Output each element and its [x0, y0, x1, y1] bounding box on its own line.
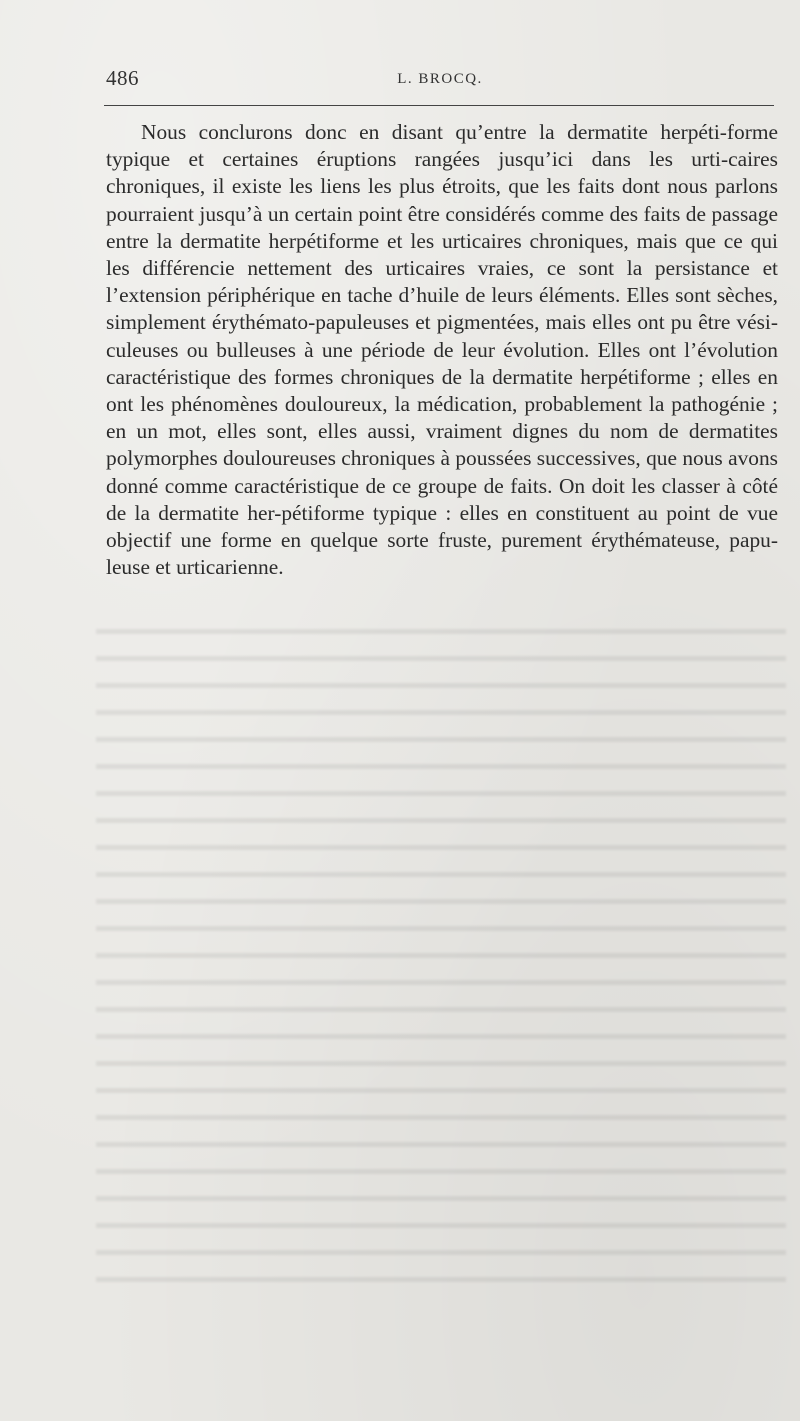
body-paragraph: Nous conclurons donc en disant qu’entre la dermatite herpéti-forme typique et certaines éruptions rangées jusqu’ici dans les urti-caires chroniques, il existe les liens les plus étroits, que les faits dont nous parlons pourraient jusqu’à un certain point être considérés comme des faits de passage entre la dermatite herpétiforme et les urticaires chroniques, mais que ce qui les différencie nettement des urticaires vraies, ce sont la persistance et l’extension périphérique en tache d’huile de leurs éléments. Elles sont sèches, simplement érythémato-papuleuses et pigmentées, mais elles ont pu être vési-culeuses ou bulleuses à une période de leur évolution. Elles ont l’évolution caractéristique des formes chroniques de la dermatite herpétiforme ; elles en ont les phénomènes douloureux, la médication, probablement la pathogénie ; en un mot, elles sont, elles aussi, vraiment dignes du nom de dermatites polymorphes douloureuses chroniques à poussées successives, que nous avons donné comme caractéristique de ce groupe de faits. On doit les classer à côté de la dermatite her-pétiforme typique : elles en constituent au point de vue objectif une forme en quelque sorte fruste, purement érythémateuse, papu-leuse et urticarienne.: [106, 120, 778, 580]
header-rule: [104, 105, 774, 106]
show-through-texture: [96, 615, 786, 1295]
page-number: 486: [106, 66, 139, 90]
running-head-author: L. BROCQ.: [397, 71, 483, 87]
running-head: [106, 66, 774, 96]
